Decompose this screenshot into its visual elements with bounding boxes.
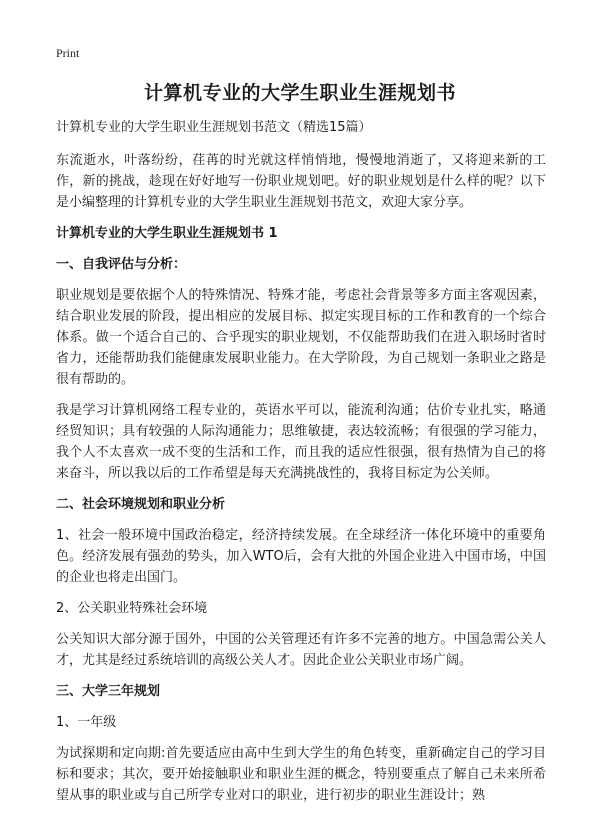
article-subtitle: 计算机专业的大学生职业生涯规划书范文（精选15篇） <box>56 120 372 135</box>
paragraph-plan-1-title: 1、一年级 <box>56 715 117 730</box>
heading-self-assessment: 一、自我评估与分析： <box>56 257 187 272</box>
article-body <box>56 117 546 816</box>
heading-social-environment: 二、社会环境规划和职业分析 <box>56 497 226 512</box>
paragraph-self-2: 我是学习计算机网络工程专业的，英语水平可以，能流利沟通；估价专业扎实，略通经贸知识；具有较强的人际沟通能力；思维敏捷，表达较流畅；有很强的学习能力，我个人不太喜欢一成不变的生活和工作，而且我的适应性很强，很有热情为自己的将来奋斗，所以我以后的工作希望是每天充满挑战性的，我将目标定为公关师。 <box>56 403 546 481</box>
paragraph-plan-1: 为试探期和定向期:首先要适应由高中生到大学生的角色转变，重新确定自己的学习目标和要求；其次，要开始接触职业和职业生涯的概念，特别要重点了解自己未来所希望从事的职业或与自己所学专业对口的职业，进行初步的职业生涯设计；熟 <box>56 746 546 803</box>
paragraph-env-2-title: 2、公关职业特殊社会环境 <box>56 601 208 616</box>
paragraph-env-2: 公关知识大部分源于国外，中国的公关管理还有许多不完善的地方。中国急需公关人才，尤其是经过系统培训的高级公关人才。因此企业公关职业市场广阔。 <box>56 632 546 668</box>
intro-paragraph: 东流逝水，叶落纷纷，荏苒的时光就这样悄悄地，慢慢地消逝了，又将迎来新的工作，新的挑战，趁现在好好地写一份职业规划吧。好的职业规划是什么样的呢？以下是小编整理的计算机专业的大学生职业生涯规划书范文，欢迎大家分享。 <box>56 153 546 210</box>
page-title: 计算机专业的大学生职业生涯规划书 <box>143 82 456 104</box>
section-title: 计算机专业的大学生职业生涯规划书 1 <box>56 226 278 241</box>
paragraph-env-1: 1、社会一般环境中国政治稳定，经济持续发展。在全球经济一体化环境中的重要角色。经济发展有强劲的势头，加入WTO后，会有大批的外国企业进入中国市场，中国的企业也将走出国门。 <box>56 528 546 585</box>
paragraph-self-1: 职业规划是要依据个人的特殊情况、特殊才能，考虑社会背景等多方面主客观因素，结合职业发展的阶段，提出相应的发展目标、拟定实现目标的工作和教育的一个综合体系。做一个适合自己的、合乎现实的职业规划，不仅能帮助我们在进入职场时省时省力，还能帮助我们能健康发展职业能力。在大学阶段，为自己规划一条职业之路是很有帮助的。 <box>56 288 546 387</box>
heading-three-year-plan: 三、大学三年规划 <box>56 684 161 699</box>
print-link[interactable]: Print <box>56 46 80 60</box>
